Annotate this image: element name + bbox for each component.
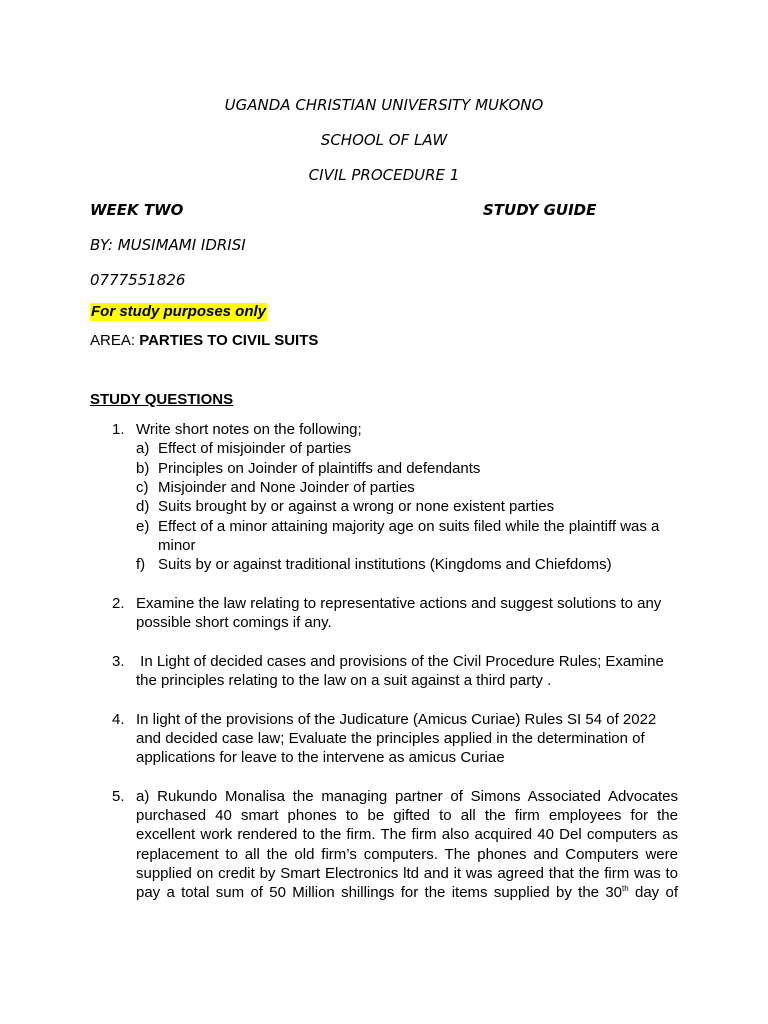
superscript-th: th [622, 884, 629, 893]
question-line: and decided case law; Evaluate the principles applied in the determination of [136, 730, 645, 747]
question-number: 1. [112, 421, 125, 438]
course-title: CIVIL PROCEDURE 1 [308, 166, 460, 184]
question-line: a) Rukundo Monalisa the managing partner of Simons Associated Advocates [136, 788, 678, 805]
question-line: excellent work rendered to the firm. The firm also acquired 40 Del computers as [136, 826, 678, 843]
list-item: Suits brought by or against a wrong or none existent parties [158, 498, 555, 515]
question-line: Examine the law relating to representative actions and suggest solutions to any [136, 595, 662, 612]
school-title: SCHOOL OF LAW [320, 131, 448, 149]
study-guide-label: STUDY GUIDE [483, 201, 597, 219]
list-item-label: d) [136, 498, 150, 515]
question-number: 5. [112, 788, 125, 805]
list-item-continuation: minor [158, 537, 196, 554]
list-item: Misjoinder and None Joinder of parties [158, 479, 415, 496]
study-purposes-notice: For study purposes only [91, 303, 267, 320]
line-start: pay a total sum of 50 Million shillings for the items supplied by the 30 [136, 884, 623, 901]
question-line: the principles relating to the law on a suit against a third party . [136, 672, 552, 689]
list-item-label: e) [136, 518, 150, 535]
line-end: day of [628, 884, 678, 901]
area-label: AREA: [90, 332, 140, 349]
question-line: supplied on credit by Smart Electronics ltd and it was agreed that the firm was to [136, 865, 678, 882]
question-line: In light of the provisions of the Judicature (Amicus Curiae) Rules SI 54 of 2022 [136, 711, 657, 728]
list-item: Effect of misjoinder of parties [158, 440, 352, 457]
area-line [90, 332, 318, 349]
week-label: WEEK TWO [90, 201, 184, 219]
question-line-last [136, 884, 678, 901]
list-item-label: c) [136, 479, 149, 496]
question-line: In Light of decided cases and provisions of the Civil Procedure Rules; Examine [136, 653, 664, 670]
question-number: 4. [112, 711, 125, 728]
list-item-label: f) [136, 556, 146, 573]
question-number: 2. [112, 595, 125, 612]
area-value: PARTIES TO CIVIL SUITS [139, 332, 319, 349]
question-line: purchased 40 smart phones to be gifted to all the firm employees for the [136, 807, 678, 824]
question-line: replacement to all the old firm’s computers. The phones and Computers were [136, 846, 678, 863]
list-item: Principles on Joinder of plaintiffs and defendants [158, 460, 481, 477]
question-line: possible short comings if any. [136, 614, 332, 631]
list-item: Suits by or against traditional institutions (Kingdoms and Chiefdoms) [158, 556, 612, 573]
list-item-label: b) [136, 460, 150, 477]
list-item-label: a) [136, 440, 150, 457]
question-text: Write short notes on the following; [136, 421, 362, 438]
question-number: 3. [112, 653, 125, 670]
question-line: applications for leave to the intervene as amicus Curiae [136, 749, 505, 766]
study-questions-heading: STUDY QUESTIONS [90, 391, 234, 408]
list-item: Effect of a minor attaining majority age on suits filed while the plaintiff was a [158, 518, 660, 535]
author-line: BY: MUSIMAMI IDRISI [90, 236, 246, 254]
phone-number: 0777551826 [90, 271, 186, 289]
university-title: UGANDA CHRISTIAN UNIVERSITY MUKONO [224, 96, 544, 114]
